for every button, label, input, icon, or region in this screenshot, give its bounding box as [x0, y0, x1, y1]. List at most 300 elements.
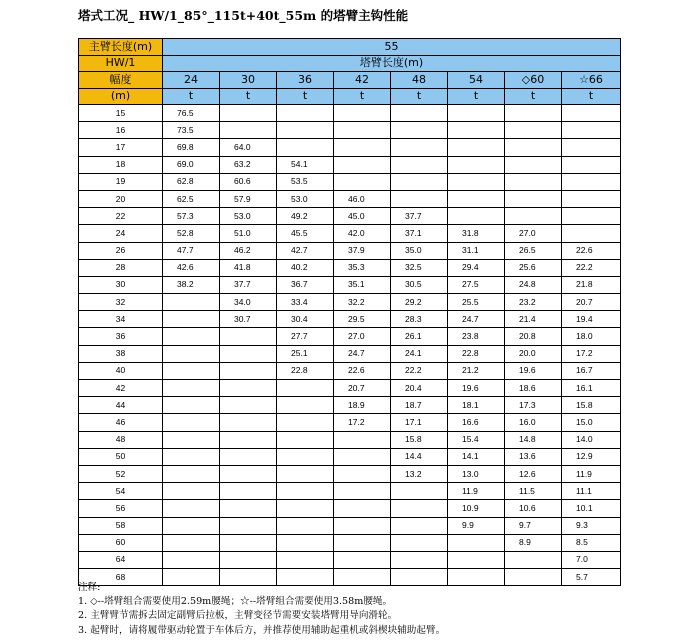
load-cell: 15.4 — [448, 431, 505, 448]
radius-cell: 42 — [79, 380, 163, 397]
load-cell: 26.1 — [391, 328, 448, 345]
table-row — [79, 397, 621, 414]
load-cell — [220, 414, 277, 431]
load-cell: 25.1 — [277, 345, 334, 362]
load-cell — [220, 362, 277, 379]
load-cell: 20.8 — [505, 328, 562, 345]
load-cell: 60.6 — [220, 173, 277, 190]
load-cell — [334, 448, 391, 465]
load-cell: 16.6 — [448, 414, 505, 431]
load-cell: 19.4 — [562, 311, 621, 328]
radius-cell: 40 — [79, 362, 163, 379]
load-cell: 9.3 — [562, 517, 621, 534]
radius-cell: 24 — [79, 225, 163, 242]
table-row — [79, 465, 621, 482]
load-cell: 20.7 — [562, 294, 621, 311]
load-cell: 20.4 — [391, 380, 448, 397]
note-item: 1. ◇--塔臂组合需要使用2.59m腰绳；☆--塔臂组合需要使用3.58m腰绳。 — [78, 596, 393, 608]
load-cell — [448, 105, 505, 122]
load-cell — [163, 465, 220, 482]
load-cell — [220, 380, 277, 397]
load-cell: 16.1 — [562, 380, 621, 397]
load-cell: 37.7 — [220, 276, 277, 293]
load-cell: 16.0 — [505, 414, 562, 431]
load-cell — [334, 500, 391, 517]
table-row — [79, 225, 621, 242]
load-cell — [391, 534, 448, 551]
load-cell: 45.5 — [277, 225, 334, 242]
table-row — [79, 431, 621, 448]
radius-cell: 16 — [79, 122, 163, 139]
load-cell: 31.1 — [448, 242, 505, 259]
note-item: 3. 起臂时，请将履带驱动轮置于车体后方，并推荐使用辅助起重机或斜楔块辅助起臂。 — [78, 624, 446, 636]
table-row — [79, 414, 621, 431]
load-cell: 62.8 — [163, 173, 220, 190]
load-cell — [163, 551, 220, 568]
boom-length-header: 54 — [448, 72, 505, 89]
load-cell — [277, 122, 334, 139]
load-cell — [334, 483, 391, 500]
load-cell — [448, 173, 505, 190]
load-cell: 62.5 — [163, 190, 220, 207]
load-cell: 30.4 — [277, 311, 334, 328]
load-cell: 22.6 — [562, 242, 621, 259]
load-cell: 21.8 — [562, 276, 621, 293]
load-cell: 27.5 — [448, 276, 505, 293]
load-cell — [277, 397, 334, 414]
load-cell: 24.8 — [505, 276, 562, 293]
load-cell: 15.8 — [391, 431, 448, 448]
load-cell: 7.0 — [562, 551, 621, 568]
load-cell: 13.6 — [505, 448, 562, 465]
load-cell — [334, 517, 391, 534]
boom-length-header: 24 — [163, 72, 220, 89]
main-boom-length-label: 主臂长度(m) — [79, 39, 163, 56]
load-cell: 21.2 — [448, 362, 505, 379]
load-cell: 49.2 — [277, 208, 334, 225]
page-title: 塔式工况_ HW/1_85°_115t+40t_55m 的塔臂主钩性能 — [78, 8, 409, 23]
radius-cell: 38 — [79, 345, 163, 362]
boom-length-header: 36 — [277, 72, 334, 89]
ton-unit-header: t — [163, 88, 220, 105]
load-cell — [163, 362, 220, 379]
load-cell: 9.9 — [448, 517, 505, 534]
ton-unit-header: t — [448, 88, 505, 105]
load-cell: 27.0 — [334, 328, 391, 345]
load-cell — [505, 551, 562, 568]
load-cell — [220, 465, 277, 482]
load-cell: 38.2 — [163, 276, 220, 293]
load-cell: 18.6 — [505, 380, 562, 397]
load-cell — [391, 105, 448, 122]
load-cell — [163, 431, 220, 448]
load-cell — [391, 122, 448, 139]
radius-cell: 64 — [79, 551, 163, 568]
radius-unit: (m) — [79, 88, 163, 105]
load-cell: 53.0 — [277, 190, 334, 207]
load-cell: 8.9 — [505, 534, 562, 551]
load-cell: 73.5 — [163, 122, 220, 139]
load-cell: 69.8 — [163, 139, 220, 156]
table-row — [79, 483, 621, 500]
load-cell: 29.5 — [334, 311, 391, 328]
radius-cell: 17 — [79, 139, 163, 156]
load-cell: 18.0 — [562, 328, 621, 345]
load-cell: 37.9 — [334, 242, 391, 259]
load-cell: 22.8 — [277, 362, 334, 379]
boom-length-header: 42 — [334, 72, 391, 89]
table-body — [79, 105, 621, 586]
radius-cell: 36 — [79, 328, 163, 345]
load-cell — [220, 397, 277, 414]
load-cell: 35.3 — [334, 259, 391, 276]
table-row — [79, 380, 621, 397]
load-cell: 25.6 — [505, 259, 562, 276]
table-row — [79, 448, 621, 465]
load-cell — [220, 345, 277, 362]
radius-cell: 30 — [79, 276, 163, 293]
load-cell: 27.7 — [277, 328, 334, 345]
load-cell: 14.4 — [391, 448, 448, 465]
load-cell: 10.1 — [562, 500, 621, 517]
load-cell — [562, 190, 621, 207]
radius-cell: 34 — [79, 311, 163, 328]
load-cell: 46.0 — [334, 190, 391, 207]
radius-cell: 46 — [79, 414, 163, 431]
boom-length-header: ◇60 — [505, 72, 562, 89]
load-cell — [391, 551, 448, 568]
load-cell: 8.5 — [562, 534, 621, 551]
load-cell — [448, 190, 505, 207]
load-cell — [277, 380, 334, 397]
load-cell: 14.0 — [562, 431, 621, 448]
load-cell — [220, 483, 277, 500]
load-cell — [505, 173, 562, 190]
note-item: 2. 主臂臂节需拆去固定副臂后拉板，主臂变径节需要安装塔臂用导向滑轮。 — [78, 610, 398, 622]
load-cell — [277, 448, 334, 465]
load-cell: 31.8 — [448, 225, 505, 242]
ton-unit-header: t — [505, 88, 562, 105]
load-cell — [505, 139, 562, 156]
load-cell: 15.8 — [562, 397, 621, 414]
load-cell — [277, 517, 334, 534]
radius-cell: 18 — [79, 156, 163, 173]
load-cell: 13.0 — [448, 465, 505, 482]
table-row — [79, 517, 621, 534]
load-cell: 17.1 — [391, 414, 448, 431]
load-chart-table — [78, 38, 621, 586]
load-cell: 11.1 — [562, 483, 621, 500]
radius-cell: 20 — [79, 190, 163, 207]
load-cell: 51.0 — [220, 225, 277, 242]
radius-cell: 50 — [79, 448, 163, 465]
load-cell: 23.8 — [448, 328, 505, 345]
radius-cell: 54 — [79, 483, 163, 500]
notes — [78, 581, 445, 638]
load-cell: 36.7 — [277, 276, 334, 293]
radius-cell: 22 — [79, 208, 163, 225]
load-cell — [220, 534, 277, 551]
load-cell: 57.3 — [163, 208, 220, 225]
load-cell: 24.7 — [334, 345, 391, 362]
load-cell: 30.7 — [220, 311, 277, 328]
load-cell: 23.2 — [505, 294, 562, 311]
load-cell — [163, 517, 220, 534]
load-cell — [334, 551, 391, 568]
radius-cell: 60 — [79, 534, 163, 551]
tower-boom-length-label: 塔臂长度(m) — [163, 55, 621, 72]
load-cell: 47.7 — [163, 242, 220, 259]
table-row — [79, 139, 621, 156]
table-row — [79, 551, 621, 568]
load-cell: 13.2 — [391, 465, 448, 482]
boom-length-header: 48 — [391, 72, 448, 89]
load-cell — [277, 139, 334, 156]
load-cell: 52.8 — [163, 225, 220, 242]
load-cell: 40.2 — [277, 259, 334, 276]
load-cell: 26.5 — [505, 242, 562, 259]
load-cell — [448, 551, 505, 568]
load-cell — [220, 328, 277, 345]
radius-cell: 28 — [79, 259, 163, 276]
load-cell — [391, 500, 448, 517]
load-cell — [448, 534, 505, 551]
load-cell — [277, 500, 334, 517]
load-cell: 20.7 — [334, 380, 391, 397]
load-cell — [562, 225, 621, 242]
load-cell — [163, 311, 220, 328]
load-cell — [277, 551, 334, 568]
load-cell — [220, 105, 277, 122]
load-cell — [163, 414, 220, 431]
table-row — [79, 259, 621, 276]
radius-cell: 32 — [79, 294, 163, 311]
load-cell — [448, 139, 505, 156]
load-cell — [220, 448, 277, 465]
load-cell — [391, 173, 448, 190]
table-row — [79, 122, 621, 139]
load-cell: 53.5 — [277, 173, 334, 190]
load-cell — [277, 431, 334, 448]
load-cell: 42.6 — [163, 259, 220, 276]
load-cell: 19.6 — [505, 362, 562, 379]
load-cell — [562, 156, 621, 173]
load-cell — [562, 173, 621, 190]
load-cell — [448, 122, 505, 139]
load-cell — [448, 569, 505, 586]
load-cell — [334, 465, 391, 482]
load-cell — [562, 105, 621, 122]
load-cell: 22.2 — [562, 259, 621, 276]
table-row — [79, 500, 621, 517]
load-cell: 10.6 — [505, 500, 562, 517]
load-cell: 21.4 — [505, 311, 562, 328]
load-cell — [391, 190, 448, 207]
load-cell: 12.6 — [505, 465, 562, 482]
load-cell: 17.2 — [334, 414, 391, 431]
load-cell: 22.6 — [334, 362, 391, 379]
load-cell: 9.7 — [505, 517, 562, 534]
radius-cell: 52 — [79, 465, 163, 482]
load-cell — [277, 465, 334, 482]
load-cell: 25.5 — [448, 294, 505, 311]
load-cell — [391, 139, 448, 156]
load-cell — [220, 551, 277, 568]
load-cell: 24.7 — [448, 311, 505, 328]
load-cell — [334, 139, 391, 156]
load-cell: 32.2 — [334, 294, 391, 311]
ton-unit-header: t — [220, 88, 277, 105]
load-cell — [163, 483, 220, 500]
load-cell — [505, 105, 562, 122]
load-cell — [163, 328, 220, 345]
load-cell: 18.7 — [391, 397, 448, 414]
load-cell: 20.0 — [505, 345, 562, 362]
ton-unit-header: t — [562, 88, 621, 105]
table-row — [79, 208, 621, 225]
table-row — [79, 362, 621, 379]
load-cell: 53.0 — [220, 208, 277, 225]
load-cell — [277, 105, 334, 122]
load-cell: 37.1 — [391, 225, 448, 242]
load-cell: 29.2 — [391, 294, 448, 311]
load-cell: 46.2 — [220, 242, 277, 259]
load-cell: 27.0 — [505, 225, 562, 242]
radius-cell: 56 — [79, 500, 163, 517]
load-cell — [334, 431, 391, 448]
ton-unit-header: t — [334, 88, 391, 105]
load-cell: 18.1 — [448, 397, 505, 414]
load-cell — [220, 122, 277, 139]
load-cell: 17.2 — [562, 345, 621, 362]
load-cell: 22.8 — [448, 345, 505, 362]
load-cell — [220, 517, 277, 534]
load-cell: 76.5 — [163, 105, 220, 122]
load-cell: 28.3 — [391, 311, 448, 328]
load-cell — [220, 500, 277, 517]
load-cell — [334, 534, 391, 551]
load-cell: 19.6 — [448, 380, 505, 397]
table-row — [79, 311, 621, 328]
load-cell — [391, 517, 448, 534]
load-cell — [562, 208, 621, 225]
load-cell: 11.5 — [505, 483, 562, 500]
load-cell: 35.0 — [391, 242, 448, 259]
table-row — [79, 294, 621, 311]
radius-cell: 19 — [79, 173, 163, 190]
load-cell: 17.3 — [505, 397, 562, 414]
load-cell: 14.1 — [448, 448, 505, 465]
load-cell: 41.8 — [220, 259, 277, 276]
table-row — [79, 173, 621, 190]
load-cell — [505, 156, 562, 173]
load-cell — [505, 208, 562, 225]
load-cell: 34.0 — [220, 294, 277, 311]
load-cell — [391, 483, 448, 500]
load-cell — [277, 483, 334, 500]
radius-cell: 15 — [79, 105, 163, 122]
load-cell — [163, 448, 220, 465]
load-cell: 16.7 — [562, 362, 621, 379]
table-row — [79, 242, 621, 259]
load-cell: 14.8 — [505, 431, 562, 448]
radius-cell: 68 — [79, 569, 163, 586]
load-cell: 57.9 — [220, 190, 277, 207]
load-cell: 12.9 — [562, 448, 621, 465]
load-cell — [505, 569, 562, 586]
radius-cell: 58 — [79, 517, 163, 534]
radius-cell: 44 — [79, 397, 163, 414]
load-cell: 63.2 — [220, 156, 277, 173]
table-row — [79, 534, 621, 551]
boom-length-header: 30 — [220, 72, 277, 89]
table-row — [79, 105, 621, 122]
load-cell: 11.9 — [562, 465, 621, 482]
load-cell — [277, 414, 334, 431]
load-cell — [334, 173, 391, 190]
load-cell: 69.0 — [163, 156, 220, 173]
load-cell — [163, 380, 220, 397]
load-cell — [163, 500, 220, 517]
load-cell: 35.1 — [334, 276, 391, 293]
load-cell: 11.9 — [448, 483, 505, 500]
load-cell — [562, 139, 621, 156]
main-boom-length-value: 55 — [163, 39, 621, 56]
load-cell — [448, 208, 505, 225]
condition-label: HW/1 — [79, 55, 163, 72]
load-cell: 10.9 — [448, 500, 505, 517]
ton-unit-header: t — [277, 88, 334, 105]
load-cell: 18.9 — [334, 397, 391, 414]
load-cell: 29.4 — [448, 259, 505, 276]
table-row — [79, 328, 621, 345]
ton-unit-header: t — [391, 88, 448, 105]
table-row — [79, 345, 621, 362]
load-cell: 32.5 — [391, 259, 448, 276]
load-cell: 37.7 — [391, 208, 448, 225]
load-cell — [562, 122, 621, 139]
radius-cell: 48 — [79, 431, 163, 448]
load-cell — [277, 534, 334, 551]
load-cell — [505, 190, 562, 207]
boom-length-header: ☆66 — [562, 72, 621, 89]
table-row — [79, 276, 621, 293]
load-cell — [163, 534, 220, 551]
notes-heading: 注释: — [78, 582, 101, 593]
load-cell: 42.7 — [277, 242, 334, 259]
load-cell — [163, 294, 220, 311]
table-row — [79, 156, 621, 173]
table-row — [79, 190, 621, 207]
load-cell: 42.0 — [334, 225, 391, 242]
load-cell: 5.7 — [562, 569, 621, 586]
load-cell: 15.0 — [562, 414, 621, 431]
load-cell — [334, 105, 391, 122]
load-cell — [334, 122, 391, 139]
load-cell — [163, 397, 220, 414]
load-cell: 45.0 — [334, 208, 391, 225]
load-cell — [220, 431, 277, 448]
radius-cell: 26 — [79, 242, 163, 259]
load-cell: 64.0 — [220, 139, 277, 156]
radius-label: 幅度 — [79, 72, 163, 89]
load-cell: 30.5 — [391, 276, 448, 293]
load-cell — [391, 156, 448, 173]
load-cell — [448, 156, 505, 173]
load-cell: 24.1 — [391, 345, 448, 362]
load-cell — [163, 345, 220, 362]
load-cell — [334, 156, 391, 173]
